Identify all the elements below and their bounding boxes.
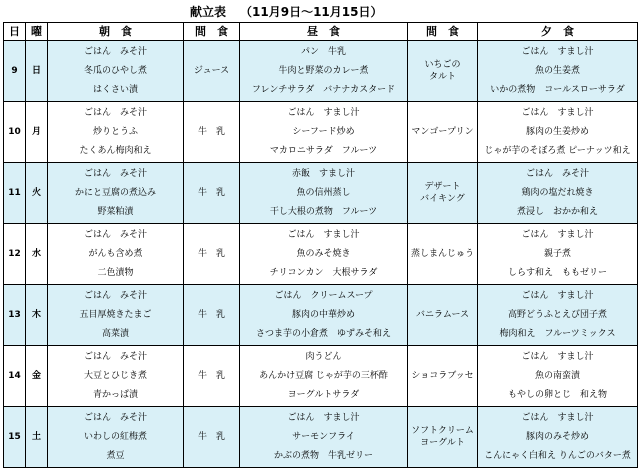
menu-item: 牛 乳 [197,370,225,381]
menu-item: ジュース [193,65,230,76]
dinner-cell [478,224,638,285]
table-row [4,224,638,285]
menu-item: はくさい漬 [92,84,138,95]
lunch-cell [240,102,408,163]
menu-item: 牛肉と野菜のカレー煮 [278,65,369,76]
menu-item: シーフード炒め [292,126,355,137]
menu-item: 牛 乳 [197,431,225,442]
menu-item: ごはん みそ汁 [83,107,147,118]
day-cell: 10 [4,102,26,163]
menu-item: 大豆とひじき煮 [83,370,147,381]
snack-am-cell [184,285,240,346]
menu-item: 二色漬物 [97,267,134,278]
title-row [0,0,640,22]
menu-item: 煮浸し おかか和え [516,206,598,217]
weekday-cell: 金 [26,346,48,407]
menu-item: ごはん みそ汁 [83,229,147,240]
menu-item: パン 牛乳 [300,46,346,57]
header-snack-pm: 間 食 [408,23,478,41]
menu-item: かにと豆腐の煮込み [74,187,156,198]
day-cell: 14 [4,346,26,407]
snack-pm-cell [408,224,478,285]
menu-item: たくあん梅肉和え [79,145,152,156]
header-snack-am: 間 食 [184,23,240,41]
menu-item: あんかけ豆腐 じゃが芋の三杯酢 [259,370,388,381]
snack-pm-cell [408,163,478,224]
menu-item: 牛 乳 [197,187,225,198]
title-text: 献立表 [190,5,227,19]
menu-item: ごはん すまし汁 [287,107,360,118]
menu-item: 牛 乳 [197,248,225,259]
menu-item: チリコンカン 大根サラダ [269,267,378,278]
snack-pm-cell [408,102,478,163]
lunch-cell [240,407,408,468]
snack-am-cell [184,163,240,224]
menu-table [3,22,638,468]
date-range: （11月9日～11月15日） [240,5,383,19]
lunch-cell [240,41,408,102]
breakfast-cell [48,407,184,468]
menu-item: じゃが芋のそぼろ煮 ピーナッツ和え [484,145,631,156]
breakfast-cell [48,41,184,102]
menu-item: 牛 乳 [197,126,225,137]
dinner-cell [478,102,638,163]
lunch-cell [240,285,408,346]
menu-item: ごはん すまし汁 [521,351,594,362]
menu-item: こんにゃく白和え りんごのバター煮 [484,450,631,461]
menu-item: 高野どうふとえび団子煮 [507,309,607,320]
weekday-cell: 日 [26,41,48,102]
menu-item: 牛 乳 [197,309,225,320]
menu-item: 豚肉の中華炒め [291,309,355,320]
menu-item: バイキング [420,194,465,204]
menu-item: ごはん すまし汁 [521,290,594,301]
day-cell: 13 [4,285,26,346]
snack-pm-cell [408,346,478,407]
menu-item: 豚肉のみそ炒め [525,431,589,442]
menu-item: さつま芋の小倉煮 ゆずみそ和え [255,328,391,339]
menu-item: ごはん すまし汁 [521,46,594,57]
header-dinner: 夕 食 [478,23,638,41]
menu-item: 青かっぱ漬 [92,389,138,400]
lunch-cell [240,346,408,407]
lunch-cell [240,163,408,224]
header-row [4,23,638,41]
menu-item: ごはん みそ汁 [525,168,589,179]
menu-item: ごはん みそ汁 [83,290,147,301]
menu-item: 魚のみそ焼き [296,248,351,259]
snack-am-cell [184,224,240,285]
menu-item: ごはん すまし汁 [521,412,594,423]
menu-item: ヨーグルトサラダ [287,389,360,400]
menu-item: もやしの卵とじ 和え物 [507,389,607,400]
menu-item: ごはん クリームスープ [274,290,373,301]
menu-item: デザート [424,182,461,192]
menu-item: バニラムース [415,309,469,320]
table-row [4,407,638,468]
header-breakfast: 朝 食 [48,23,184,41]
dinner-cell [478,41,638,102]
day-cell: 9 [4,41,26,102]
menu-item: かぶの煮物 牛乳ゼリー [273,450,373,461]
dinner-cell [478,285,638,346]
breakfast-cell [48,285,184,346]
header-lunch: 昼 食 [240,23,408,41]
menu-item: 親子煮 [543,248,571,259]
menu-item: 魚の生姜煮 [534,65,580,76]
dinner-cell [478,346,638,407]
dinner-cell [478,407,638,468]
menu-item: 炒りとうふ [92,126,138,137]
day-cell: 11 [4,163,26,224]
menu-item: 魚の南蛮漬 [534,370,580,381]
snack-pm-cell [408,407,478,468]
dinner-cell [478,163,638,224]
header-dow: 曜 [26,23,48,41]
menu-item: ごはん すまし汁 [521,107,594,118]
snack-pm-cell [408,285,478,346]
header-day: 日 [4,23,26,41]
menu-item: 煮豆 [106,450,125,461]
table-row [4,163,638,224]
menu-item: マカロニサラダ フルーツ [269,145,378,156]
weekday-cell: 火 [26,163,48,224]
breakfast-cell [48,346,184,407]
table-row [4,102,638,163]
menu-item: ごはん みそ汁 [83,351,147,362]
snack-pm-cell [408,41,478,102]
weekday-cell: 水 [26,224,48,285]
breakfast-cell [48,102,184,163]
day-cell: 15 [4,407,26,468]
breakfast-cell [48,163,184,224]
menu-item: 肉うどん [305,351,342,362]
menu-item: ごはん すまし汁 [521,229,594,240]
menu-body [4,41,638,468]
page-title [190,3,382,20]
menu-item: フレンチサラダ バナナカスタード [251,84,396,95]
menu-item: 高菜漬 [101,328,129,339]
menu-item: サーモンフライ [292,431,355,442]
menu-item: 干し大根の煮物 フルーツ [269,206,378,217]
menu-item: いかの煮物 コールスローサラダ [490,84,625,95]
menu-item: しらす和え ももゼリー [507,267,607,278]
table-row [4,346,638,407]
day-cell: 12 [4,224,26,285]
table-row [4,41,638,102]
menu-item: 五目厚焼きたまご [79,309,152,320]
menu-item: 梅肉和え フルーツミックス [499,328,616,339]
menu-item: タルト [428,72,456,82]
menu-item: ごはん みそ汁 [83,46,147,57]
menu-item: ヨーグルト [420,438,465,448]
menu-item: 野菜粕漬 [97,206,134,217]
menu-item: いわしの紅梅煮 [83,431,147,442]
menu-item: ごはん すまし汁 [287,412,360,423]
menu-item: マンゴープリン [411,126,474,137]
lunch-cell [240,224,408,285]
menu-item: 赤飯 すまし汁 [291,168,355,179]
menu-item: 冬瓜のひやし煮 [83,65,147,76]
snack-am-cell [184,102,240,163]
menu-item: ショコラブッセ [411,370,474,381]
weekday-cell: 土 [26,407,48,468]
menu-item: ごはん すまし汁 [287,229,360,240]
menu-item: 鶏肉の塩だれ焼き [521,187,594,198]
menu-item: がんも含め煮 [88,248,143,259]
menu-item: ソフトクリーム [411,426,474,436]
menu-item: 豚肉の生姜炒め [525,126,589,137]
snack-am-cell [184,346,240,407]
menu-item: 蒸しまんじゅう [410,248,474,259]
menu-item: ごはん みそ汁 [83,168,147,179]
weekday-cell: 木 [26,285,48,346]
snack-am-cell [184,407,240,468]
weekday-cell: 月 [26,102,48,163]
table-row [4,285,638,346]
menu-item: 魚の信州蒸し [296,187,351,198]
snack-am-cell [184,41,240,102]
breakfast-cell [48,224,184,285]
menu-item: ごはん みそ汁 [83,412,147,423]
menu-item: いちごの [424,60,461,70]
